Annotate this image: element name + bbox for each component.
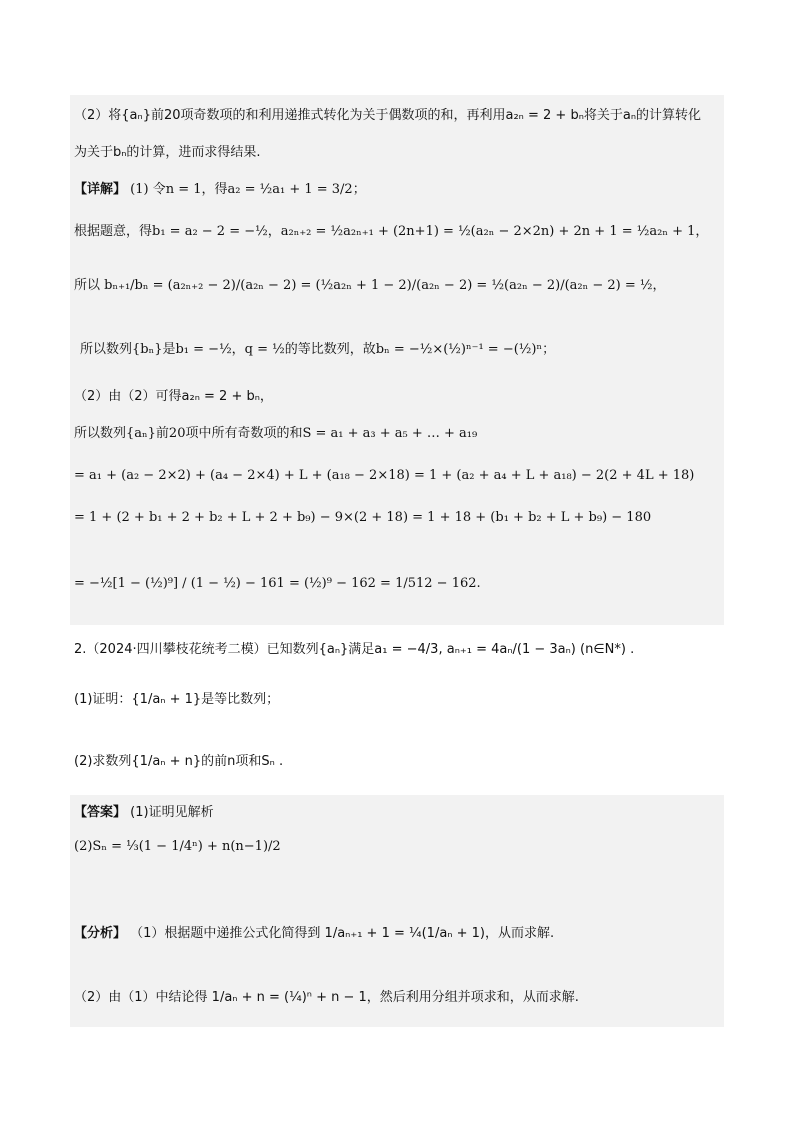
detail-line-7: = a₁ + (a₂ − 2×2) + (a₄ − 2×4) + L + (a₁₈ − 2×18) = 1 + (a₂ + a₄ + L + a₁₈) − 2(2 + 4L + 18) (74, 468, 695, 483)
analysis-p2-line-2: （2）由（1）中结论得 1/aₙ + n = (¼)ⁿ + n − 1，然后利用分组并项求和，从而求解. (74, 990, 579, 1005)
answer-label: 【答案】 (74, 805, 127, 820)
detail-line-4: 所以数列{bₙ}是b₁ = −½，q = ½的等比数列，故bₙ = −½×(½)ⁿ⁻¹ = −(½)ⁿ； (80, 342, 556, 357)
problem-2-stem: 2.（2024·四川攀枝花统考二模）已知数列{aₙ}满足a₁ = −4/3, aₙ₊₁ = 4aₙ/(1 − 3aₙ) (n∈N*) . (74, 642, 635, 657)
problem-2-part-2: (2)求数列{1/aₙ + n}的前n项和Sₙ . (74, 754, 284, 769)
detail-label: 【详解】 (74, 182, 127, 197)
analysis-p2-line-1 (74, 924, 724, 944)
analysis-label: 【分析】 (74, 926, 127, 941)
answer-line-1 (74, 803, 724, 823)
detail-line-1 (74, 180, 724, 200)
detail-line-6: 所以数列{aₙ}前20项中所有奇数项的和S = a₁ + a₃ + a₅ + … + a₁₉ (74, 426, 478, 441)
answer-line-2: (2)Sₙ = ⅓(1 − 1/4ⁿ) + n(n−1)/2 (74, 839, 281, 854)
analysis-line-1: （2）将{aₙ}前20项奇数项的和利用递推式转化为关于偶数项的和，再利用a₂ₙ = 2 + bₙ将关于aₙ的计算转化 (74, 108, 702, 123)
detail-step-1: (1) 令n = 1，得a₂ = ½a₁ + 1 = 3/2； (130, 182, 366, 197)
answer-part-1: (1)证明见解析 (130, 805, 214, 820)
detail-line-9: = −½[1 − (½)⁹] / (1 − ½) − 161 = (½)⁹ − 162 = 1/512 − 162. (74, 576, 481, 591)
detail-line-2: 根据题意，得b₁ = a₂ − 2 = −½，a₂ₙ₊₂ = ½a₂ₙ₊₁ + (2n+1) = ½(a₂ₙ − 2×2n) + 2n + 1 = ½a₂ₙ + 1， (74, 224, 709, 239)
detail-line-3: 所以 bₙ₊₁/bₙ = (a₂ₙ₊₂ − 2)/(a₂ₙ − 2) = (½a₂ₙ + 1 − 2)/(a₂ₙ − 2) = ½(a₂ₙ − 2)/(a₂ₙ − 2) = ½， (74, 278, 666, 293)
detail-line-5: （2）由（2）可得a₂ₙ = 2 + bₙ， (74, 389, 273, 404)
solution-shade-block (70, 95, 724, 625)
detail-line-8: = 1 + (2 + b₁ + 2 + b₂ + L + 2 + b₉) − 9×(2 + 18) = 1 + 18 + (b₁ + b₂ + L + b₉) − 180 (74, 510, 652, 525)
analysis-line-2: 为关于bₙ的计算，进而求得结果. (74, 145, 261, 160)
analysis-p2-step-1: （1）根据题中递推公式化简得到 1/aₙ₊₁ + 1 = ¼(1/aₙ + 1)，从而求解. (130, 926, 555, 941)
problem-2-part-1: (1)证明：{1/aₙ + 1}是等比数列； (74, 692, 280, 707)
